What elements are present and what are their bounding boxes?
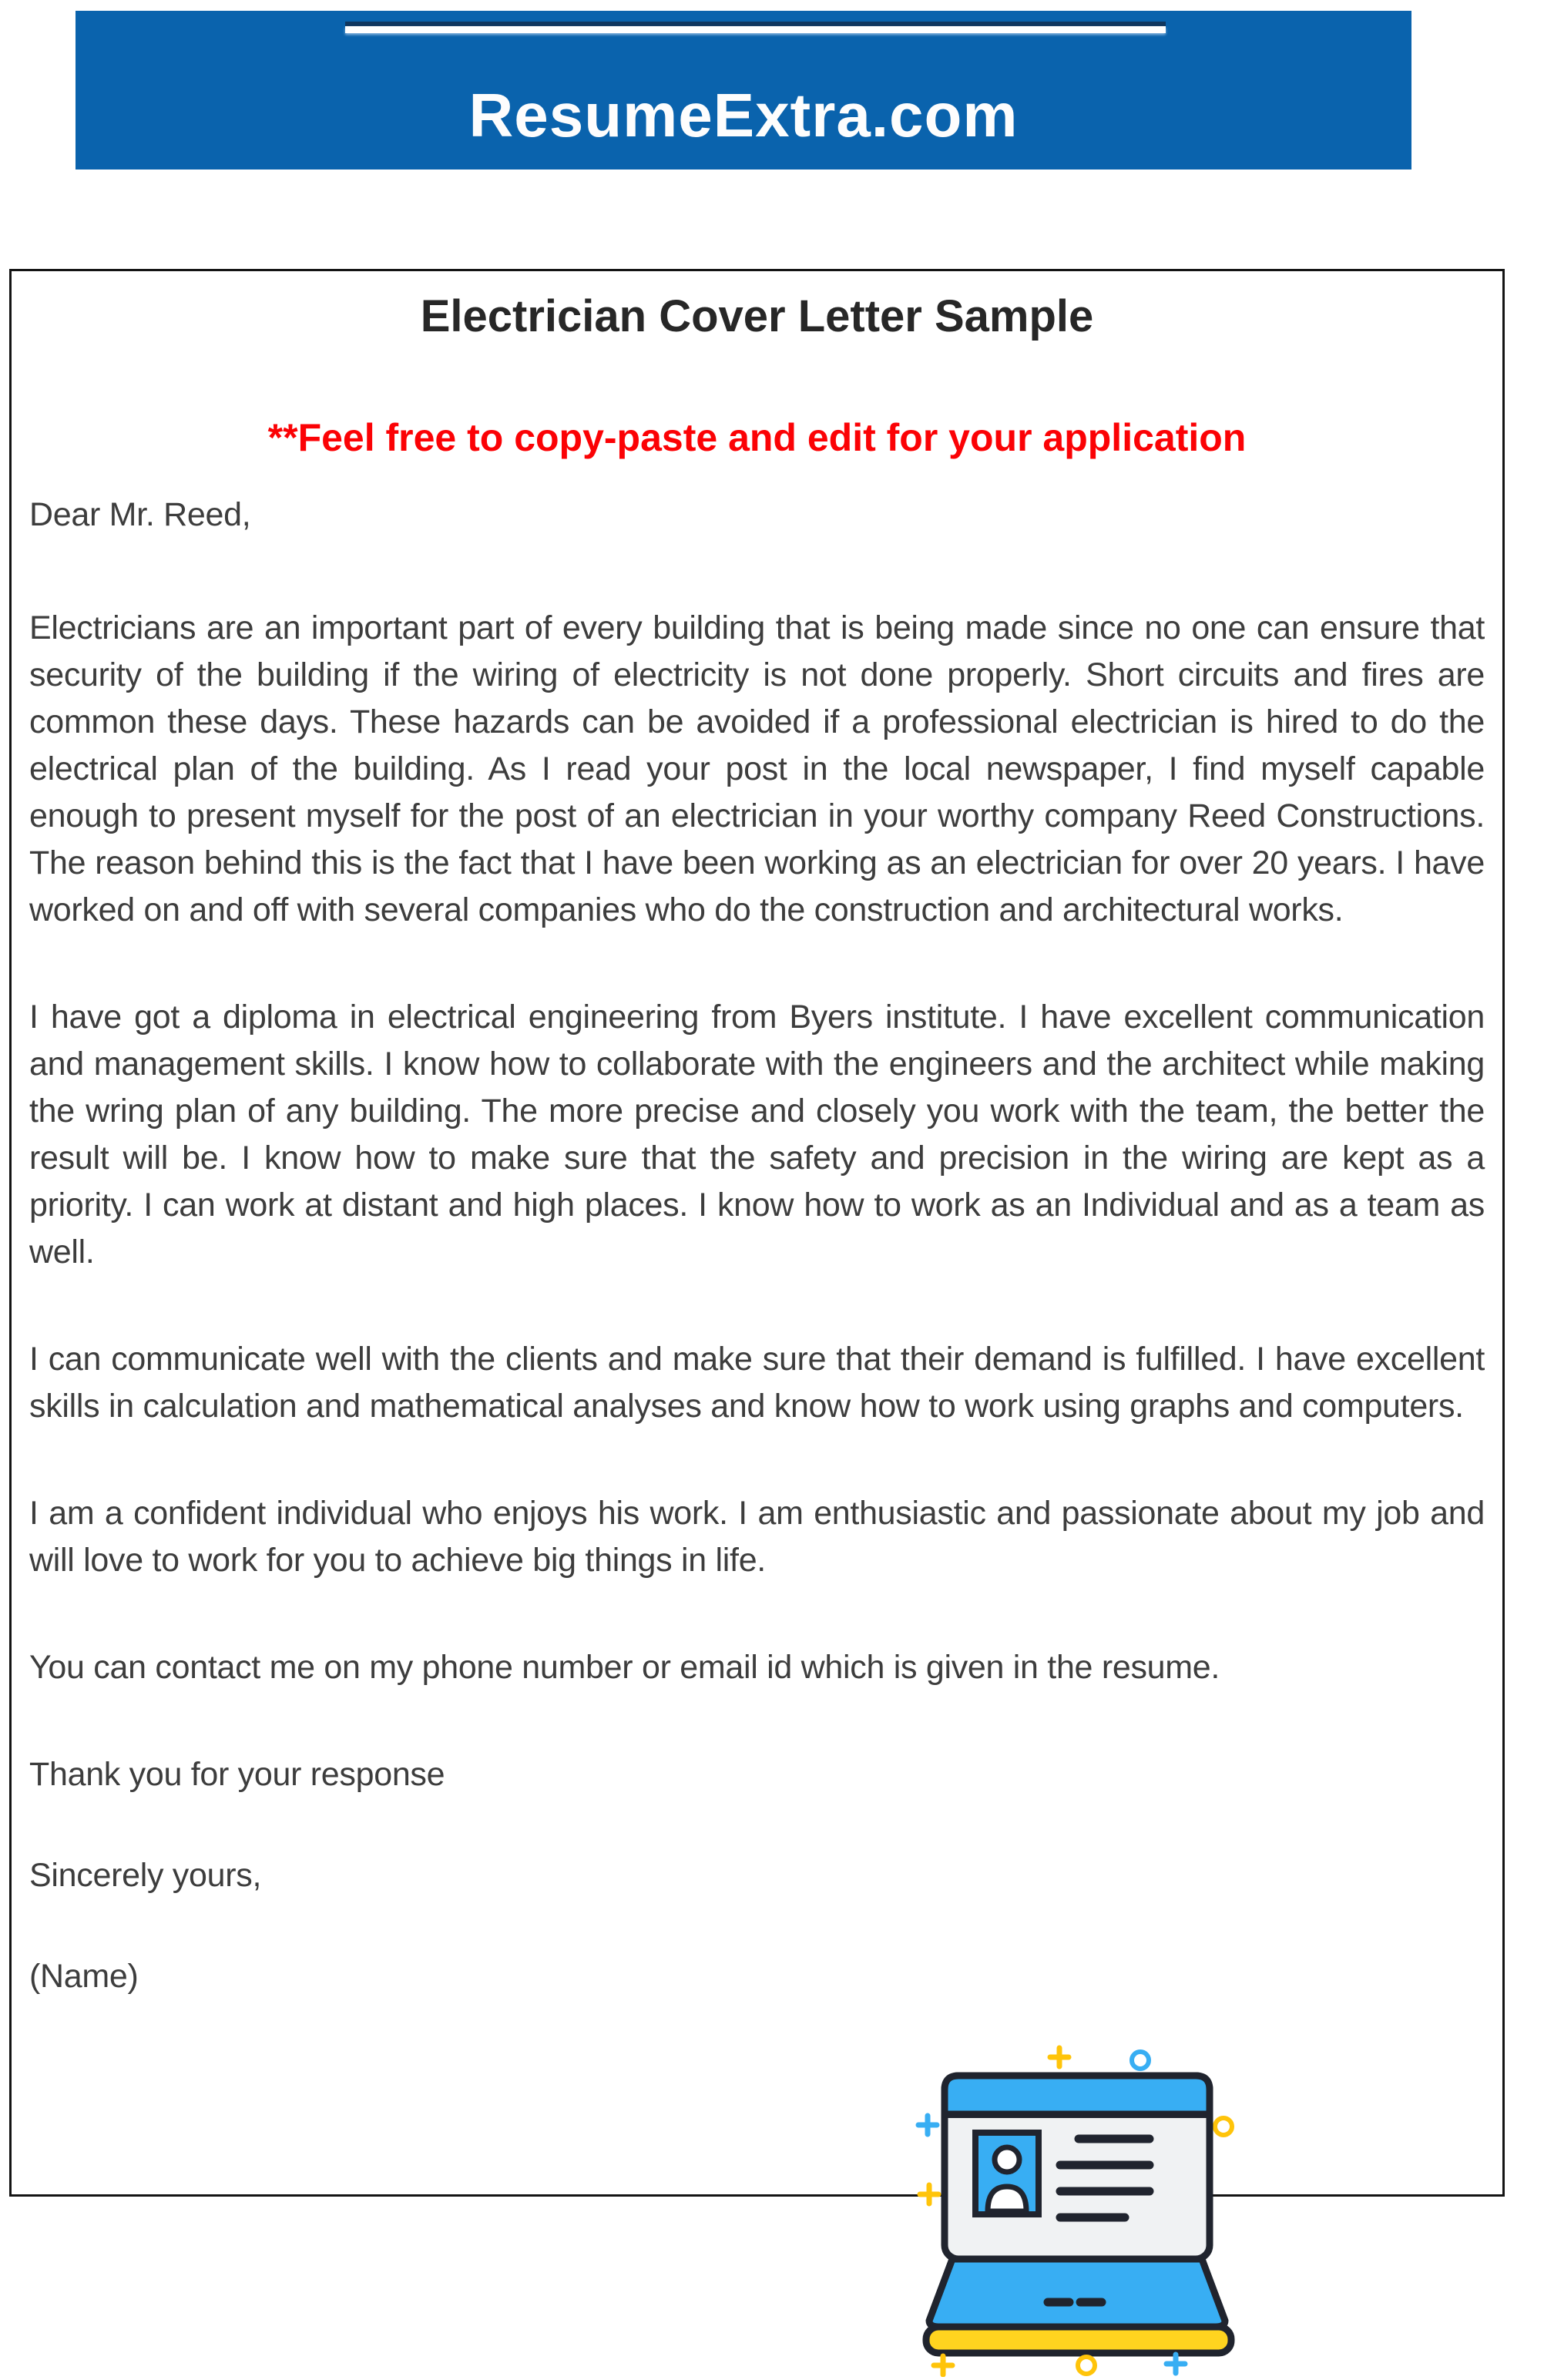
closing-thanks: Thank you for your response [29,1756,445,1793]
letter-paragraph: I have got a diploma in electrical engineering from Byers institute. I have excellent communication and management skills. I know how to collaborate with the engineers and the architect while making the wring plan of any building. The more precise and closely you work with the team, the better the result will be. I know how to make sure that the safety and precision in the wiring are kept as a priority. I can work at distant and high places. I know how to work as an Individual and as a team as well. [29,999,1485,1271]
sparkle-plus-blue-left [918,2116,937,2134]
sparkle-plus-yellow-top [1050,2048,1069,2066]
letter-paragraph: Electricians are an important part of every building that is being made since no one can ensure that security of the building if the wiring of electricity is not done properly. Short circuits and fires are common these days. These hazards can be avoided if a professional electrician is hired to do the electrical plan of the building. As I read your post in the local newspaper, I find myself capable enough to present myself for the post of an electrician in your worthy company Reed Constructions. The reason behind this is the fact that I have been working as an electrician for over 20 years. I have worked on and off with several companies who do the construction and architectural works. [29,609,1485,928]
laptop-base [929,2259,1225,2327]
laptop-base-bottom [926,2327,1231,2353]
letter-paragraph: I am a confident individual who enjoys his work. I am enthusiastic and passionate about my job and will love to work for you to achieve big things in life. [29,1495,1485,1579]
sparkle-circle-yellow-bottom [1078,2357,1095,2374]
laptop-resume-illustration [894,2034,1248,2377]
sparkle-plus-yellow-bottom [934,2356,952,2375]
cover-letter-box [9,269,1505,2197]
closing-signoff: Sincerely yours, [29,1857,262,1894]
person-icon-head [995,2147,1019,2172]
closing-name-placeholder: (Name) [29,1958,139,1995]
site-logo-text: ResumeExtra.com [468,81,1019,149]
banner-divider-line [345,18,1166,34]
banner-divider-highlight [345,26,1166,33]
site-banner [76,11,1411,170]
sparkle-circle-blue-top [1132,2052,1149,2069]
letter-paragraph: You can contact me on my phone number or email id which is given in the resume. [29,1649,1220,1686]
sparkle-circle-yellow-right [1215,2118,1232,2135]
salutation: Dear Mr. Reed, [29,496,251,533]
sparkle-plus-yellow-left [920,2185,938,2204]
laptop-screen-titlebar [945,2076,1210,2114]
letter-paragraph: I can communicate well with the clients and make sure that their demand is fulfilled. I have excellent skills in calculation and mathematical analyses and know how to work using graphs and computers. [29,1341,1485,1425]
copy-paste-notice: **Feel free to copy-paste and edit for your application [267,416,1247,459]
laptop-screen-divider [945,2111,1210,2118]
person-icon-shoulders [988,2187,1026,2211]
sparkle-plus-blue-bottom [1166,2355,1185,2373]
letter-title: Electrician Cover Letter Sample [420,291,1094,341]
